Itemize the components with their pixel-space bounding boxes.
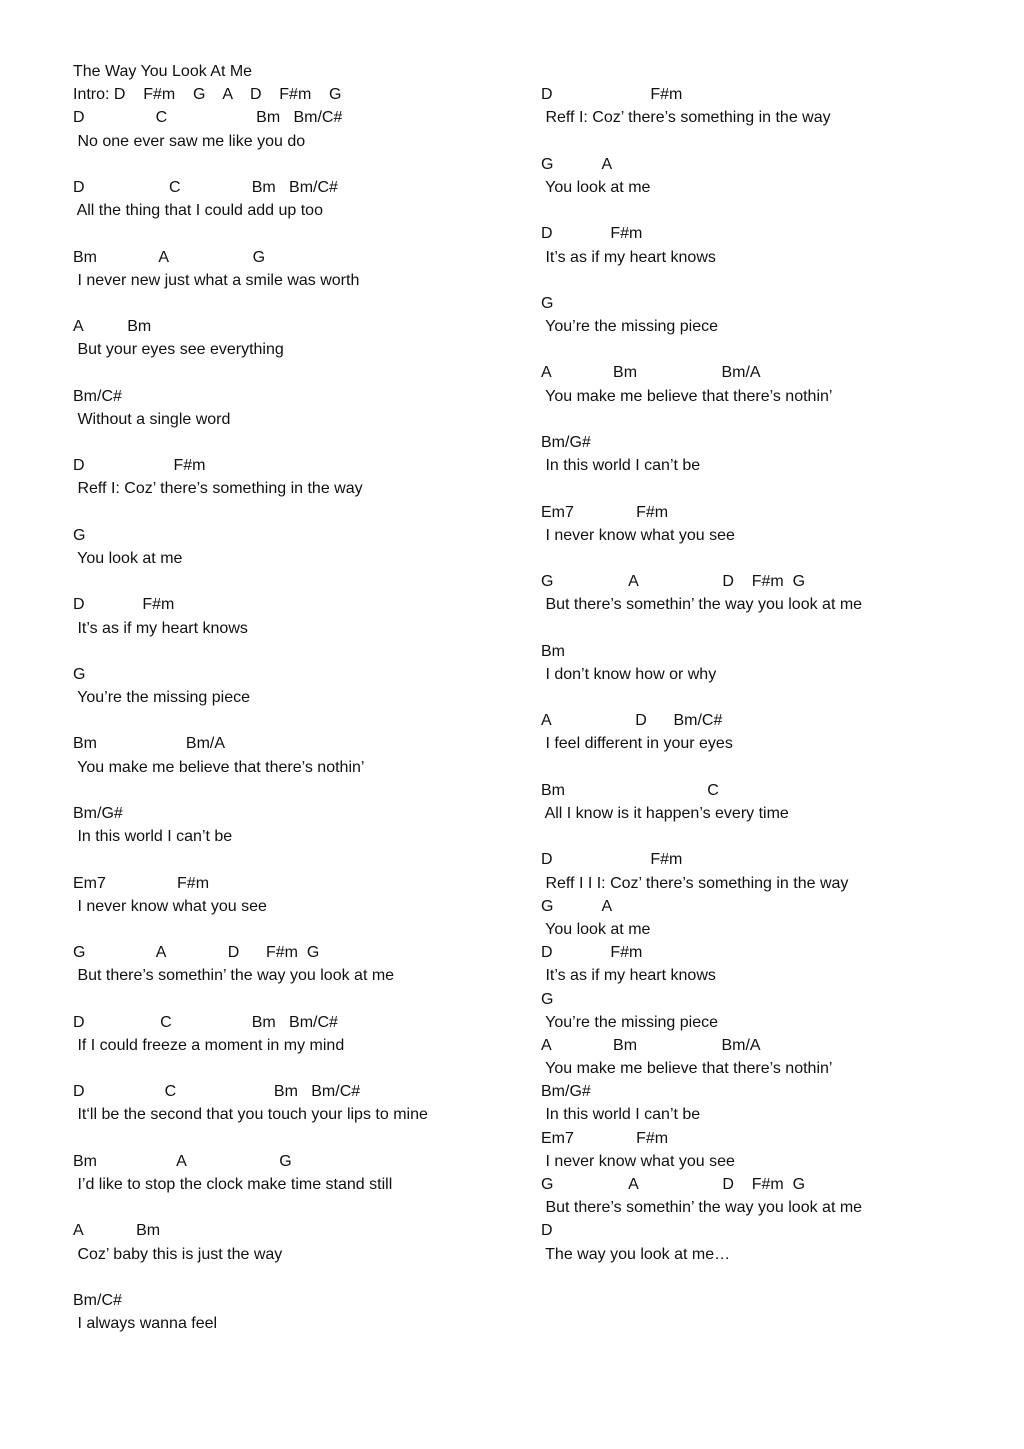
blank-line xyxy=(541,547,862,570)
chord-line: G xyxy=(73,526,86,544)
chord-line: A Bm Bm/A xyxy=(541,1036,761,1054)
chord-line: Bm A G xyxy=(73,1152,292,1170)
lyric-line: It’s as if my heart knows xyxy=(541,967,716,985)
chord-line: D xyxy=(541,1222,553,1240)
chord-line: G A D F#m G xyxy=(541,573,806,591)
chord-line: A Bm xyxy=(73,318,152,336)
blank-line xyxy=(73,570,428,593)
chord-line: Em7 F#m xyxy=(73,874,210,892)
lyric-line: I never know what you see xyxy=(73,897,267,915)
chord-line: D C Bm Bm/C# xyxy=(73,109,343,127)
blank-line xyxy=(541,408,862,431)
chord-line: G xyxy=(73,665,86,683)
chord-line: Bm/C# xyxy=(73,1291,122,1309)
lyric-line: But there’s somethin’ the way you look at me xyxy=(541,596,863,614)
chord-line: G A xyxy=(541,155,613,173)
lyric-line: You’re the missing piece xyxy=(541,318,718,336)
left-lyrics-column xyxy=(73,60,428,1335)
lyric-line: But your eyes see everything xyxy=(73,341,284,359)
lyric-line: If I could freeze a moment in my mind xyxy=(73,1036,345,1054)
lyric-line: You look at me xyxy=(541,920,651,938)
chord-line: Bm/G# xyxy=(541,434,591,451)
chord-line: Em7 F#m xyxy=(541,1129,669,1147)
chord-line: A Bm xyxy=(73,1222,161,1240)
chord-line: D F#m xyxy=(541,851,683,869)
chord-line: G A xyxy=(541,897,613,915)
lyric-line: You look at me xyxy=(73,549,183,567)
blank-line xyxy=(73,1127,428,1150)
blank-line xyxy=(73,848,428,871)
lyric-line: I’d like to stop the clock make time stand still xyxy=(73,1176,393,1193)
lyric-line: You make me believe that there’s nothin’ xyxy=(541,1060,833,1078)
chord-line: Bm xyxy=(541,642,565,660)
chord-line: A Bm Bm/A xyxy=(541,364,761,382)
lyric-line: You’re the missing piece xyxy=(541,1013,718,1031)
blank-line xyxy=(541,130,862,153)
blank-line xyxy=(73,988,428,1011)
lyric-line: It’s as if my heart knows xyxy=(541,248,716,266)
chord-line: Bm/G# xyxy=(73,805,123,822)
blank-line xyxy=(541,60,862,83)
blank-line xyxy=(541,477,862,500)
blank-line xyxy=(541,756,862,779)
lyric-line: You look at me xyxy=(541,178,651,196)
lyric-line: I don’t know how or why xyxy=(541,665,717,683)
blank-line xyxy=(73,292,428,315)
chord-line: A D Bm/C# xyxy=(541,712,723,730)
chord-line: D C Bm Bm/C# xyxy=(73,178,338,196)
chord-line: D C Bm Bm/C# xyxy=(73,1013,338,1031)
lyric-line: I always wanna feel xyxy=(73,1315,218,1333)
lyric-line: Without a single word xyxy=(73,410,231,428)
blank-line xyxy=(73,918,428,941)
lyric-line: Reff I I I: Coz’ there’s something in the way xyxy=(541,874,849,892)
lyric-line: You make me believe that there’s nothin’ xyxy=(73,758,365,776)
blank-line xyxy=(73,709,428,732)
blank-line xyxy=(73,431,428,454)
chord-line: Bm Bm/A xyxy=(73,735,226,753)
lyric-line: It’s as if my heart knows xyxy=(73,619,248,637)
blank-line xyxy=(73,779,428,802)
chord-line: Bm/G# xyxy=(541,1083,591,1101)
blank-line xyxy=(541,617,862,640)
blank-line xyxy=(73,222,428,245)
intro-chords: Intro: D F#m G A D F#m G xyxy=(73,86,342,104)
chord-line: G A D F#m G xyxy=(541,1176,806,1193)
blank-line xyxy=(73,1057,428,1080)
blank-line xyxy=(73,1196,428,1219)
lyric-line: I feel different in your eyes xyxy=(541,735,733,753)
chord-line: D F#m xyxy=(73,596,175,614)
lyric-line: But there’s somethin’ the way you look at me xyxy=(73,967,395,985)
chord-line: G xyxy=(541,990,554,1008)
lyric-line: In this world I can’t be xyxy=(73,828,233,846)
blank-line xyxy=(541,686,862,709)
lyric-line: I never know what you see xyxy=(541,526,735,544)
lyric-line: In this world I can’t be xyxy=(541,457,701,475)
chord-line: D F#m xyxy=(541,225,643,243)
lyric-line: All the thing that I could add up too xyxy=(73,202,323,220)
chord-line: Em7 F#m xyxy=(541,503,669,521)
lyric-line: I never new just what a smile was worth xyxy=(73,271,360,289)
chord-line: G A D F#m G xyxy=(73,944,320,962)
chord-line: Bm C xyxy=(541,781,719,799)
chord-line: D F#m xyxy=(541,86,683,104)
lyric-line: The way you look at me… xyxy=(541,1245,731,1263)
chord-line: D F#m xyxy=(73,457,206,475)
chord-line: Bm/C# xyxy=(73,387,122,405)
blank-line xyxy=(541,269,862,292)
blank-line xyxy=(541,338,862,361)
chord-line: D F#m xyxy=(541,944,643,962)
lyric-line: You make me believe that there’s nothin’ xyxy=(541,387,833,405)
blank-line xyxy=(73,501,428,524)
lyric-line: Reff I: Coz’ there’s something in the way xyxy=(73,480,363,498)
lyric-line: But there’s somethin’ the way you look at me xyxy=(541,1199,863,1217)
lyric-line: In this world I can’t be xyxy=(541,1106,701,1124)
chord-line: Bm A G xyxy=(73,248,266,266)
chord-line: G xyxy=(541,294,554,312)
right-lyrics-column xyxy=(541,60,862,1266)
song-title: The Way You Look At Me xyxy=(73,63,253,80)
lyric-line: No one ever saw me like you do xyxy=(73,132,306,150)
lyric-line: I never know what you see xyxy=(541,1152,735,1170)
blank-line xyxy=(541,825,862,848)
lyric-line: Reff I: Coz’ there’s something in the way xyxy=(541,109,831,127)
blank-line xyxy=(73,361,428,384)
lyric-line: It‘ll be the second that you touch your lips to mine xyxy=(73,1106,428,1124)
chord-line: D C Bm Bm/C# xyxy=(73,1083,361,1101)
blank-line xyxy=(541,199,862,222)
lyric-line: You’re the missing piece xyxy=(73,689,250,707)
blank-line xyxy=(73,1266,428,1289)
lyric-line: All I know is it happen’s every time xyxy=(541,805,789,822)
blank-line xyxy=(73,153,428,176)
lyric-line: Coz’ baby this is just the way xyxy=(73,1245,283,1263)
blank-line xyxy=(73,640,428,663)
